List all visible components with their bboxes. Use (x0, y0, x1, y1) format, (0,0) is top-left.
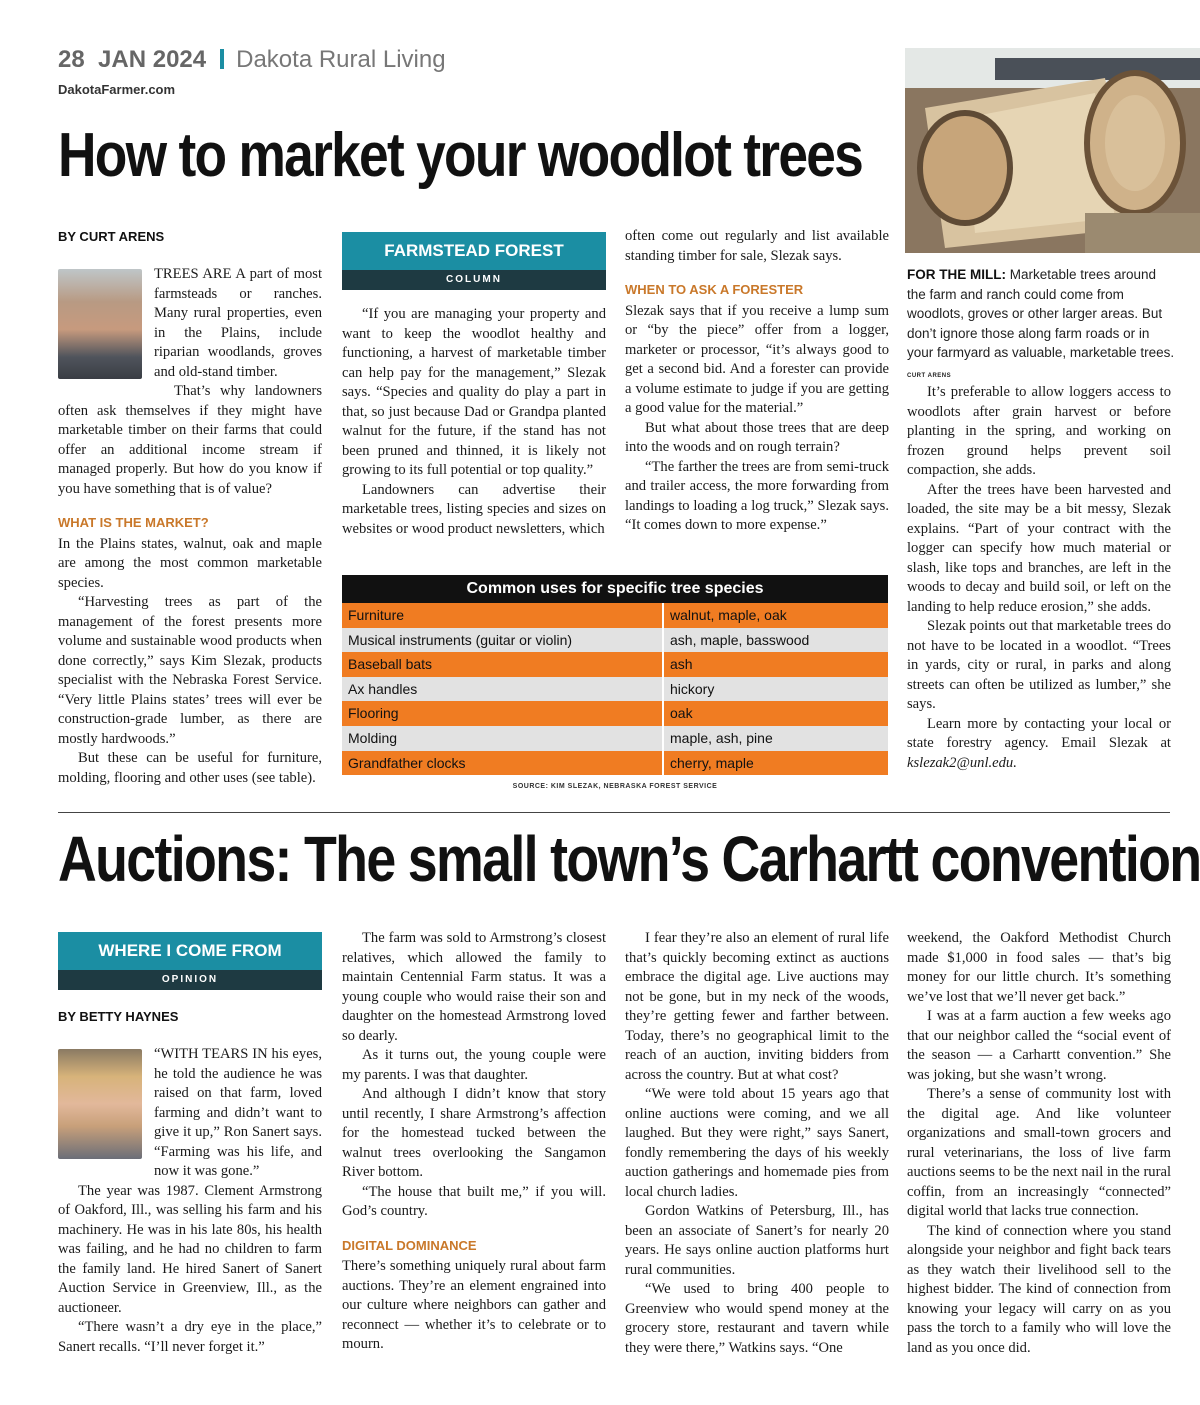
paragraph: There’s something uniquely rural about farm auctions. They’re an element engrained into our culture where neighbors can gather and reconnect — whether it’s to celebrate or to mourn. (342, 1258, 606, 1352)
paragraph: After the trees have been harvested and loaded, the site may be a bit messy, Slezak explains. “Part of your contract with the logger can specify how much material or slash, like tops and branches, are left in the woods to decay and build soil, or left on the landing to help reduce erosion,” she adds. (907, 481, 1171, 615)
photo-credit: CURT ARENS (907, 372, 952, 379)
column-label: WHERE I COME FROM (98, 941, 282, 960)
column-label-box (58, 932, 322, 990)
table-row (342, 652, 888, 677)
paragraph: I was at a farm auction a few weeks ago that our neighbor called the “social event of the season — a Carhartt convention.” She was joking, but she wasn’t wrong. (907, 1008, 1171, 1083)
use-cell: Furniture (342, 603, 664, 628)
use-cell: Baseball bats (342, 652, 664, 677)
species-cell: oak (670, 705, 693, 722)
page-folio (58, 46, 446, 74)
use-cell: Grandfather clocks (342, 751, 664, 776)
paragraph: “We were told about 15 years ago that online auctions were coming, and we all laughed. But they were right,” says Sanert, fondly remembering the days of his weekly auction gatherings and homemade pies from local church ladies. (625, 1086, 889, 1200)
use-cell: Musical instruments (guitar or violin) (342, 628, 664, 653)
folio-divider (220, 49, 224, 69)
species-cell: ash, maple, basswood (670, 631, 810, 648)
author-portrait (58, 269, 142, 379)
author-portrait (58, 1049, 142, 1159)
lead-in: “WITH TEARS IN (154, 1046, 268, 1062)
table-row (342, 726, 888, 751)
article1-headline: How to market your woodlot trees (58, 121, 863, 190)
table-row (342, 751, 888, 776)
article1-byline: BY CURT ARENS (58, 229, 165, 244)
paragraph: And although I didn’t know that story until recently, I share Armstrong’s affection for the homestead tucked between the walnut trees overlooking the Sangamon River bottom. (342, 1086, 606, 1180)
photo-caption (907, 265, 1177, 386)
column-sublabel: OPINION (58, 970, 322, 990)
article-divider (58, 812, 1170, 813)
subhead: DIGITAL DOMINANCE (342, 1237, 477, 1253)
paragraph: But what about those trees that are deep into the woods and on rough terrain? (625, 419, 889, 455)
paragraph: In the Plains states, walnut, oak and maple are among the most common marketable species. (58, 535, 322, 591)
paragraph: But these can be useful for furniture, molding, flooring and other uses (see table). (58, 750, 322, 786)
use-cell: Ax handles (342, 677, 664, 702)
species-cell: cherry, maple (670, 754, 754, 771)
table-row (342, 628, 888, 653)
paragraph: I fear they’re also an element of rural life that’s quickly becoming extinct as auctions embrace the digital age. Live auctions may not be gone, but in my neck of the woods, they’re getting fewer and farther between. Today, there’s no geographical limit to the reach of an auction, inviting bidders from across the country. But at what cost? (625, 930, 889, 1083)
article1-column-1 (58, 265, 322, 788)
paragraph: Slezak points out that marketable trees do not have to be located in a woodlot. “Trees in yards, city or rural, in parks and along streets can often be utilized as lumber,” she says. (907, 618, 1171, 712)
subhead: WHAT IS THE MARKET? (58, 515, 209, 530)
species-cell: maple, ash, pine (670, 729, 773, 746)
paragraph: The farm was sold to Armstrong’s closest relatives, which allowed the family to maintain Centennial Farm status. It was a young couple who would raise their son and daughter on the homestead Armstrong loved so dearly. (342, 930, 606, 1044)
paragraph: There’s a sense of community lost with the digital age. And like volunteer organizations and small-town grocers and rural veterinarians, the loss of live farm auctions seems to be the next nail in the rural coffin, from an increasingly “connected” digital world that lacks true connection. (907, 1086, 1171, 1219)
paragraph: The year was 1987. Clement Armstrong of Oakford, Ill., was selling his farm and his machinery. He was in his late 80s, his health was failing, and he had no children to farm the family land. He hired Sanert of Sanert Auction Service in Greenview, Ill., as the auctioneer. (58, 1182, 322, 1316)
species-cell: ash (670, 656, 693, 673)
article2-byline: BY BETTY HAYNES (58, 1009, 179, 1024)
paragraph: Slezak says that if you receive a lump sum or “by the piece” offer from a logger, marketer or processor, “it’s always good to get a second bid. And a forester can provide a volume estimate to judge if you are getting a good value for the material.” (625, 302, 889, 416)
paragraph: “There wasn’t a dry eye in the place,” Sanert recalls. “I’ll never forget it.” (58, 1319, 322, 1355)
paragraph: Gordon Watkins of Petersburg, Ill., has been an associate of Sanert’s for nearly 20 years. He says online auction platforms hurt rural communities. (625, 1203, 889, 1278)
caption-text: Marketable trees around the farm and ranch could come from woodlots, groves or other larger areas. But don’t ignore those along farm roads or in your farmyard as valuable, marketable trees. (907, 267, 1175, 360)
use-cell: Flooring (342, 701, 664, 726)
paragraph: “The farther the trees are from semi-truck and trailer access, the more forwarding from landings to loading a log truck,” Slezak says. “It comes down to more expense.” (625, 458, 889, 533)
email-link[interactable]: kslezak2@unl.edu. (907, 754, 1017, 771)
article2-column-1 (58, 1045, 322, 1357)
issue-date: JAN 2024 (98, 46, 207, 73)
paragraph (907, 715, 1171, 774)
table-row (342, 603, 888, 628)
paragraph: As it turns out, the young couple were my parents. I was that daughter. (342, 1047, 606, 1083)
table-title: Common uses for specific tree species (342, 575, 888, 603)
page-number: 28 (58, 46, 85, 73)
table-row (342, 701, 888, 726)
paragraph: “The house that built me,” if you will. God’s country. (342, 1183, 606, 1219)
column-label-box (342, 232, 606, 290)
column-label: FARMSTEAD FOREST (384, 241, 564, 260)
logs-illustration (905, 48, 1200, 253)
paragraph: “If you are managing your property and want to keep the woodlot healthy and functioning, a harvest of marketable timber can help pay for the management,” Slezak says. “Species and quality do play a part in that, so just because Dad or Grandpa planted walnut for the future, if the stand has not been pruned and thinned, it is likely not growing to its full potential or top quality.” (342, 306, 606, 478)
section-name: Dakota Rural Living (236, 46, 446, 73)
species-cell: hickory (670, 680, 715, 697)
paragraph: That’s why landowners often ask themselves if they might have marketable timber on their farms that could offer an additional income stream if managed properly. But how do you know if you have something that is of value? (58, 383, 322, 497)
article1-column-3 (625, 227, 889, 536)
paragraph-text: his eyes, he told the audience he was raised on that farm, loved farming and didn’t want to give it up,” Ron Sanert says. “Farming was his life, and now it was gone.” (154, 1046, 322, 1179)
article2-column-3 (625, 929, 889, 1358)
article2-column-2 (342, 929, 606, 1355)
lead-in: TREES ARE (154, 266, 232, 282)
table-source: SOURCE: KIM SLEZAK, NEBRASKA FOREST SERVICE (512, 783, 718, 790)
paragraph: “Harvesting trees as part of the management of the forest presents more volume and sustainable wood products when done correctly,” says Kim Slezak, products specialist with the Nebraska Forest Service. “Very little Plains states’ trees will ever be construction-grade lumber, as there are mostly hardwoods.” (58, 594, 322, 747)
table-row (342, 677, 888, 702)
logs-photo (905, 48, 1200, 253)
column-sublabel: COLUMN (342, 270, 606, 290)
paragraph-text: A part of most farmsteads or ranches. Many rural properties, even in the Plains, include riparian woodlands, groves and old-stand timber. (154, 266, 323, 380)
paragraph: Landowners can advertise their marketable trees, listing species and sizes on websites or wood product newsletters, which (342, 481, 606, 537)
paragraph-text: Learn more by contacting your local or state forestry agency. Email Slezak at (907, 715, 1171, 751)
caption-lead: FOR THE MILL: (907, 267, 1006, 282)
paragraph: It’s preferable to allow loggers access to woodlots after grain harvest or before planting in the spring, and working on frozen ground helps prevent soil compaction, she adds. (907, 384, 1171, 478)
article2-headline: Auctions: The small town’s Carhartt convention (58, 823, 1200, 895)
paragraph: often come out regularly and list available standing timber for sale, Slezak says. (625, 228, 889, 264)
paragraph: “We used to bring 400 people to Greenview who would spend money at the grocery store, restaurant and tavern while they were there,” Watkins says. “One (625, 1281, 889, 1356)
species-cell: walnut, maple, oak (670, 607, 787, 623)
article2-column-4 (907, 929, 1171, 1358)
article1-column-2 (342, 305, 606, 539)
subhead: WHEN TO ASK A FORESTER (625, 282, 804, 297)
paragraph: weekend, the Oakford Methodist Church made $1,000 in food sales — that’s big money for our little church. It’s something we’ve lost that we’ll never get back.” (907, 930, 1171, 1005)
use-cell: Molding (342, 726, 664, 751)
site-url[interactable]: DakotaFarmer.com (58, 82, 176, 97)
paragraph: The kind of connection where you stand alongside your neighbor and fight back tears as they watch their livelihood sell to the highest bidder. The kind of connection from knowing your legacy will carry on as you pass the torch to a family who will love the land as you once did. (907, 1222, 1171, 1356)
article1-column-4 (907, 383, 1171, 773)
tree-uses-table (342, 575, 888, 775)
